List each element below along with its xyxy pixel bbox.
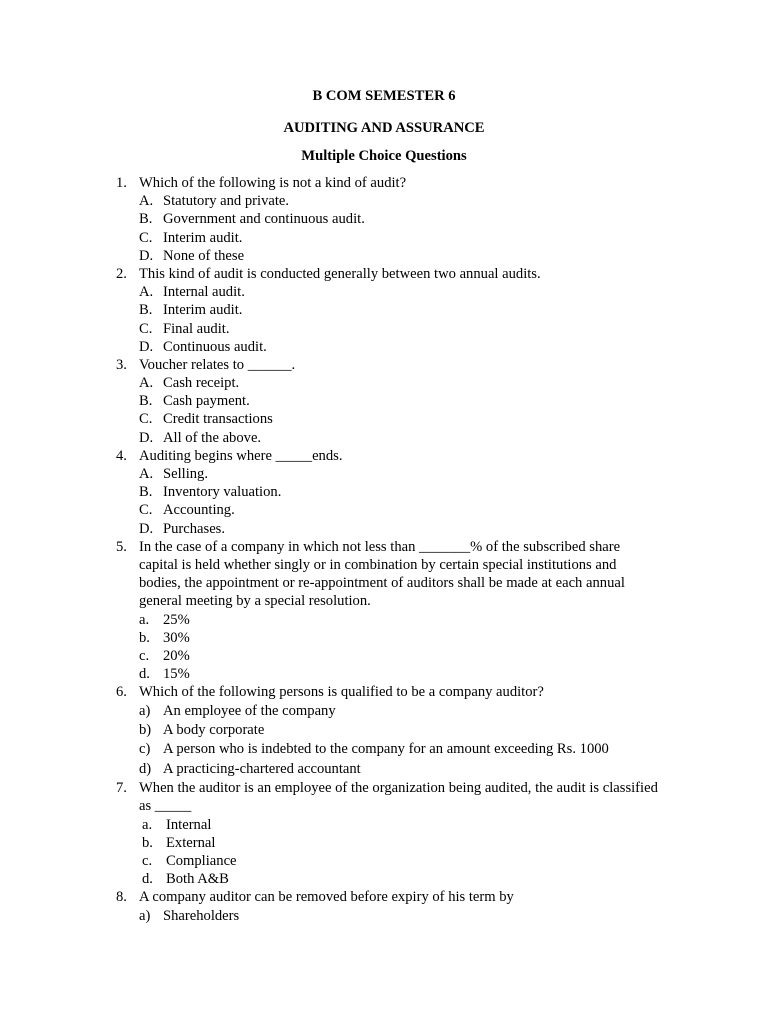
question-8 bbox=[0, 888, 768, 924]
question-text: Which of the following persons is qualified to be a company auditor? bbox=[139, 684, 544, 701]
option-label: c. bbox=[142, 852, 153, 869]
option-text: Interim audit. bbox=[163, 302, 243, 319]
option-label: D. bbox=[139, 520, 154, 537]
option-label: C. bbox=[139, 229, 153, 246]
option-label: B. bbox=[139, 393, 153, 410]
subject-title: AUDITING AND ASSURANCE bbox=[283, 120, 485, 136]
option-text: An employee of the company bbox=[163, 702, 336, 719]
option-text: Government and continuous audit. bbox=[163, 211, 365, 228]
option-text: A person who is indebted to the company for an amount exceeding Rs. 1000 bbox=[163, 741, 609, 758]
option-label: d. bbox=[139, 666, 150, 683]
option-text: Both A&B bbox=[166, 871, 229, 888]
option bbox=[0, 320, 768, 338]
option-text: 15% bbox=[163, 666, 190, 683]
question-number: 5. bbox=[116, 538, 127, 555]
option-label: C. bbox=[139, 502, 153, 519]
option-text: Internal bbox=[166, 816, 212, 833]
option bbox=[0, 665, 768, 683]
option-label: b. bbox=[142, 834, 153, 851]
option-label: b) bbox=[139, 721, 152, 738]
option-label: a. bbox=[142, 816, 153, 833]
option-text: 20% bbox=[163, 648, 190, 664]
question-text: Voucher relates to ______. bbox=[139, 356, 296, 373]
option-text: 25% bbox=[163, 611, 190, 628]
option-label: A. bbox=[139, 466, 154, 483]
option-label: d) bbox=[139, 760, 152, 777]
option bbox=[0, 834, 768, 852]
option-label: C. bbox=[139, 411, 153, 428]
option-label: a) bbox=[139, 702, 151, 719]
option-text: Accounting. bbox=[163, 502, 235, 519]
question-1 bbox=[0, 174, 768, 265]
option-label: a) bbox=[139, 907, 151, 924]
option bbox=[0, 816, 768, 834]
option-label: D. bbox=[139, 338, 154, 355]
question-2 bbox=[0, 265, 768, 356]
option-label: a. bbox=[139, 611, 150, 628]
option bbox=[0, 392, 768, 410]
option bbox=[0, 247, 768, 265]
option-text: Statutory and private. bbox=[163, 193, 290, 210]
option bbox=[0, 740, 768, 759]
question-6 bbox=[0, 683, 768, 779]
option-label: B. bbox=[139, 484, 153, 501]
option bbox=[0, 210, 768, 228]
question-number: 7. bbox=[116, 780, 127, 797]
option bbox=[0, 483, 768, 501]
option bbox=[0, 229, 768, 247]
option-label: c) bbox=[139, 741, 151, 758]
option bbox=[0, 647, 768, 665]
section-title: Multiple Choice Questions bbox=[301, 148, 467, 164]
option-text: Internal audit. bbox=[163, 284, 245, 301]
question-number: 6. bbox=[116, 684, 127, 701]
option bbox=[0, 465, 768, 483]
question-5 bbox=[0, 538, 768, 684]
option-text: Purchases. bbox=[163, 520, 226, 537]
option-text: A practicing-chartered accountant bbox=[163, 760, 361, 777]
option bbox=[0, 429, 768, 447]
option bbox=[0, 338, 768, 356]
option bbox=[0, 907, 768, 925]
option bbox=[0, 374, 768, 392]
question-number: 8. bbox=[116, 889, 127, 906]
question-4 bbox=[0, 447, 768, 538]
option-label: D. bbox=[139, 429, 154, 446]
option-text: Shareholders bbox=[163, 907, 240, 924]
option-text: Interim audit. bbox=[163, 229, 243, 246]
question-text: Which of the following is not a kind of audit? bbox=[139, 175, 407, 191]
question-text: This kind of audit is conducted generally between two annual audits. bbox=[139, 265, 541, 282]
option-text: Inventory valuation. bbox=[163, 484, 282, 501]
option-label: b. bbox=[139, 629, 150, 646]
option bbox=[0, 283, 768, 301]
option bbox=[0, 721, 768, 740]
option bbox=[0, 301, 768, 319]
option bbox=[0, 192, 768, 210]
question-text: In the case of a company in which not less than _______% of the subscribed share capital is held whether singly or in combination by certain special institutions and bodies, the appointment or re-appointment of auditors shall be made at each annual general meeting by a special resolution. bbox=[139, 538, 625, 610]
option-label: C. bbox=[139, 320, 153, 337]
option-label: A. bbox=[139, 193, 154, 210]
option bbox=[0, 501, 768, 519]
question-text: When the auditor is an employee of the organization being audited, the audit is classified as _____ bbox=[139, 780, 658, 815]
option-label: A. bbox=[139, 284, 154, 301]
option-label: d. bbox=[142, 871, 153, 888]
option-text: External bbox=[166, 834, 216, 851]
question-list bbox=[0, 174, 768, 925]
option bbox=[0, 611, 768, 629]
option-label: B. bbox=[139, 302, 153, 319]
option bbox=[0, 870, 768, 888]
question-3 bbox=[0, 356, 768, 447]
option-text: Final audit. bbox=[163, 320, 230, 337]
option-label: B. bbox=[139, 211, 153, 228]
option-text: Credit transactions bbox=[163, 411, 273, 428]
question-number: 4. bbox=[116, 447, 127, 464]
option bbox=[0, 410, 768, 428]
option bbox=[0, 702, 768, 721]
option bbox=[0, 629, 768, 647]
option-text: None of these bbox=[163, 247, 245, 264]
option-text: Selling. bbox=[163, 466, 208, 483]
option bbox=[0, 520, 768, 538]
option-text: Cash payment. bbox=[163, 393, 250, 410]
question-7 bbox=[0, 779, 768, 888]
option-label: A. bbox=[139, 375, 154, 392]
option-text: Cash receipt. bbox=[163, 375, 240, 392]
option-text: A body corporate bbox=[163, 721, 265, 738]
option bbox=[0, 852, 768, 870]
option-text: Continuous audit. bbox=[163, 338, 267, 355]
question-text: Auditing begins where _____ends. bbox=[139, 447, 343, 464]
course-title: B COM SEMESTER 6 bbox=[312, 88, 456, 104]
question-text: A company auditor can be removed before expiry of his term by bbox=[139, 889, 514, 906]
question-number: 3. bbox=[116, 356, 127, 373]
option-label: D. bbox=[139, 247, 154, 264]
option bbox=[0, 760, 768, 779]
option-text: Compliance bbox=[166, 852, 237, 869]
question-number: 1. bbox=[116, 175, 127, 191]
option-text: 30% bbox=[163, 629, 190, 646]
option-label: c. bbox=[139, 648, 150, 664]
question-number: 2. bbox=[116, 265, 127, 282]
option-text: All of the above. bbox=[163, 429, 262, 446]
